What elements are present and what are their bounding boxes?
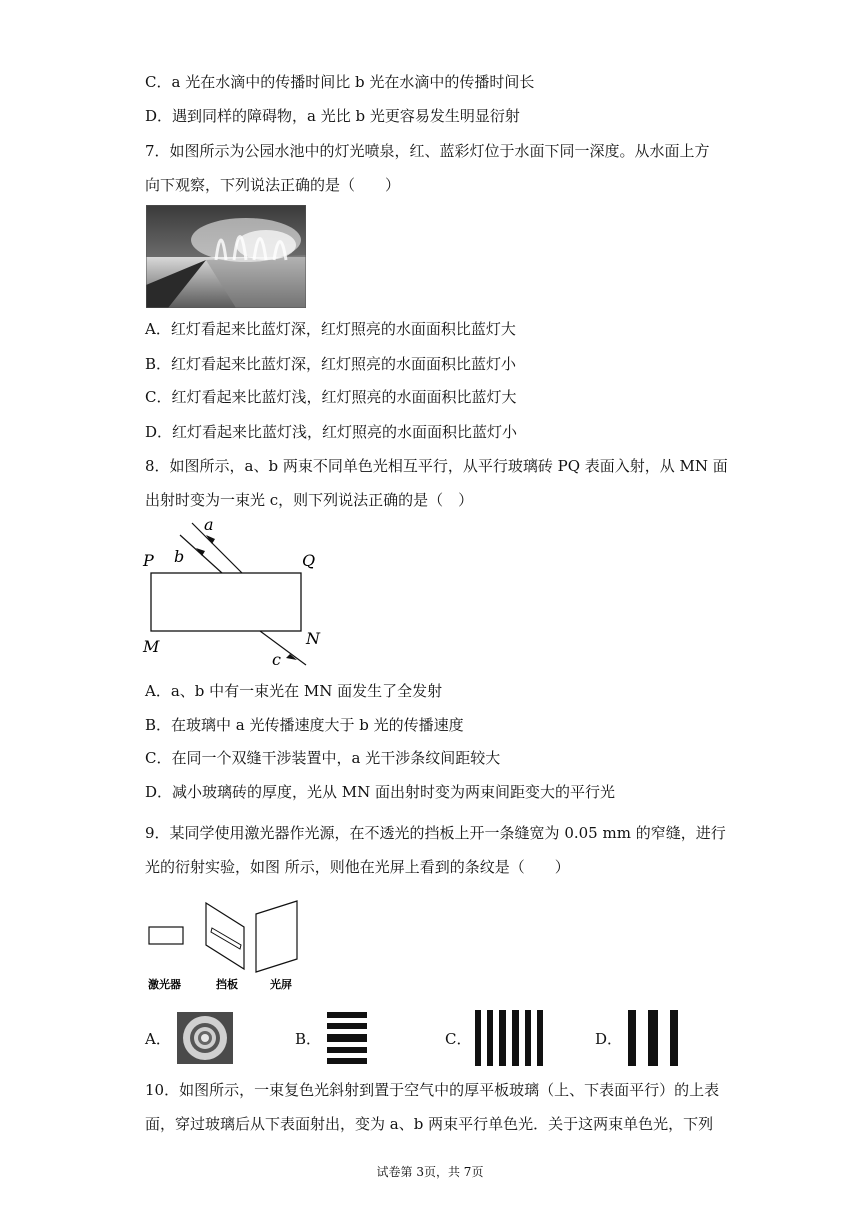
question-8-option-d: D．减小玻璃砖的厚度，光从 MN 面出射时变为两束间距变大的平行光 bbox=[145, 783, 616, 801]
label-c: c bbox=[272, 650, 281, 669]
label-screen: 光屏 bbox=[270, 978, 292, 991]
option-a-pattern bbox=[177, 1012, 233, 1068]
option-d-label: D． bbox=[595, 1030, 623, 1048]
label-b: b bbox=[174, 547, 185, 566]
question-9-stem-line-2: 光的衍射实验，如图 所示，则他在光屏上看到的条纹是（ ） bbox=[145, 858, 570, 876]
question-7-option-a: A．红灯看起来比蓝灯深，红灯照亮的水面面积比蓝灯大 bbox=[145, 320, 516, 338]
option-a-label: A． bbox=[145, 1030, 171, 1048]
question-7-option-d: D．红灯看起来比蓝灯浅，红灯照亮的水面面积比蓝灯小 bbox=[145, 423, 518, 441]
label-baffle: 挡板 bbox=[216, 978, 238, 991]
question-8-stem-line-1: 8．如图所示，a、b 两束不同单色光相互平行，从平行玻璃砖 PQ 表面入射，从 MN 面 bbox=[145, 457, 728, 475]
option-d-pattern bbox=[627, 1010, 679, 1070]
question-6-option-d: D．遇到同样的障碍物，a 光比 b 光更容易发生明显衍射 bbox=[145, 107, 520, 125]
label-p: P bbox=[143, 551, 154, 570]
question-8-stem-line-2: 出射时变为一束光 c，则下列说法正确的是（ ） bbox=[145, 491, 474, 509]
question-8-option-c: C．在同一个双缝干涉装置中，a 光干涉条纹间距较大 bbox=[145, 749, 501, 767]
glass-brick bbox=[151, 573, 301, 631]
page-footer: 试卷第 3页，共 7页 bbox=[376, 1165, 484, 1179]
question-7-option-c: C．红灯看起来比蓝灯浅，红灯照亮的水面面积比蓝灯大 bbox=[145, 388, 517, 406]
question-9-options bbox=[145, 1010, 745, 1070]
label-q: Q bbox=[302, 551, 316, 570]
diffraction-setup-diagram bbox=[140, 897, 320, 997]
question-8-option-b: B．在玻璃中 a 光传播速度大于 b 光的传播速度 bbox=[145, 716, 464, 734]
option-c-label: C． bbox=[445, 1030, 472, 1048]
question-7-stem-line-2: 向下观察，下列说法正确的是（ ） bbox=[145, 176, 401, 194]
label-n: N bbox=[306, 629, 320, 648]
question-10-stem-line-1: 10．如图所示，一束复色光斜射到置于空气中的厚平板玻璃（上、下表面平行）的上表 bbox=[145, 1081, 720, 1099]
fountain-photo bbox=[146, 205, 306, 308]
ray-a bbox=[192, 523, 242, 573]
option-c-pattern bbox=[475, 1010, 549, 1070]
label-a: a bbox=[204, 515, 214, 534]
slit bbox=[211, 928, 241, 949]
screen-plate bbox=[256, 901, 297, 972]
question-10-stem-line-2: 面，穿过玻璃后从下表面射出，变为 a、b 两束平行单色光．关于这两束单色光，下列 bbox=[145, 1115, 714, 1133]
question-6-option-c: C．a 光在水滴中的传播时间比 b 光在水滴中的传播时间长 bbox=[145, 73, 535, 91]
laser-box bbox=[149, 927, 183, 944]
glass-brick-diagram bbox=[140, 515, 340, 675]
label-m: M bbox=[143, 637, 160, 656]
question-7-stem-line-1: 7．如图所示为公园水池中的灯光喷泉，红、蓝彩灯位于水面下同一深度。从水面上方 bbox=[145, 142, 710, 160]
option-b-pattern bbox=[327, 1010, 367, 1070]
label-laser: 激光器 bbox=[148, 978, 181, 991]
question-7-option-b: B．红灯看起来比蓝灯深，红灯照亮的水面面积比蓝灯小 bbox=[145, 355, 517, 373]
option-b-label: B． bbox=[295, 1030, 322, 1048]
question-8-option-a: A．a、b 中有一束光在 MN 面发生了全发射 bbox=[145, 682, 443, 700]
question-9-stem-line-1: 9．某同学使用激光器作光源，在不透光的挡板上开一条缝宽为 0.05 mm 的窄缝，进行 bbox=[145, 824, 726, 842]
ray-c bbox=[260, 631, 306, 665]
